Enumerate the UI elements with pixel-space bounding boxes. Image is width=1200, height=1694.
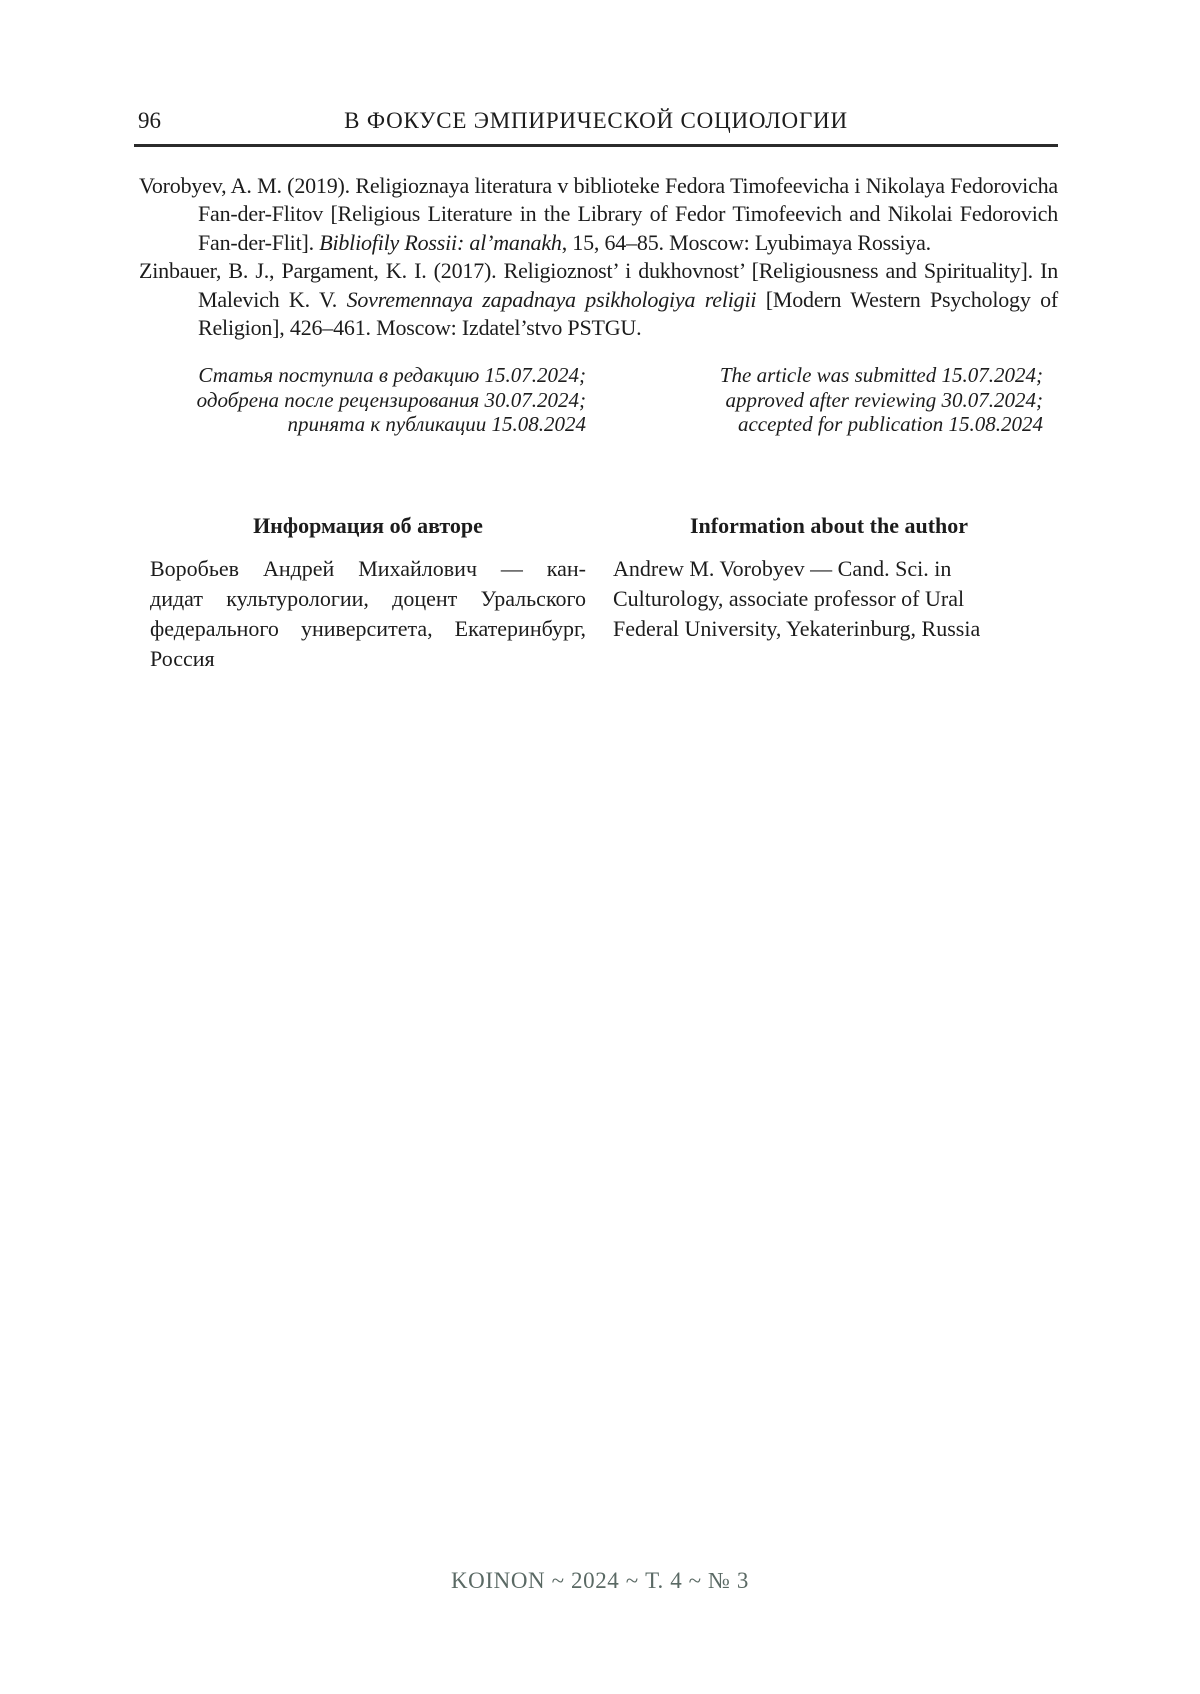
author-bio-line: дидат культурологии, доцент Уральского: [150, 586, 586, 611]
author-bio-ru: [150, 554, 586, 674]
submission-dates-ru: [150, 363, 586, 437]
submission-line: принята к публикации 15.08.2024: [287, 412, 586, 437]
reference-entry: [139, 257, 1058, 342]
submission-line: approved after reviewing 30.07.2024;: [725, 387, 1043, 412]
author-bio-line: федерального университета, Екатеринбург,: [150, 616, 586, 641]
reference-source-title: Sovremennaya zapadnaya psikhologiya religii: [346, 286, 757, 312]
author-bio-en: [613, 554, 1053, 644]
author-bio-line: Federal University, Yekaterinburg, Russia: [613, 616, 981, 641]
author-bio-line: Andrew M. Vorobyev — Cand. Sci. in: [613, 556, 952, 581]
running-head-title: В ФОКУСЕ ЭМПИРИЧЕСКОЙ СОЦИОЛОГИИ: [344, 108, 848, 133]
author-bio-line: Воробьев Андрей Михайлович — кан-: [150, 556, 586, 581]
submission-dates-en: [613, 363, 1043, 437]
author-bio-line: Россия: [150, 646, 215, 671]
reference-text-post: , 15, 64–85. Moscow: Lyubimaya Rossiya.: [561, 229, 931, 255]
reference-text-post: [Modern Western Psychology of Religion], 426–461. Moscow: Izdatel’stvo PSTGU.: [198, 286, 1059, 341]
author-info-heading-en: Information about the author: [689, 513, 969, 538]
journal-footline: [0, 1568, 1200, 1594]
page-number: 96: [138, 108, 161, 133]
journal-footline-text: KOINON ~ 2024 ~ Т. 4 ~ № 3: [450, 1568, 750, 1593]
submission-line: accepted for publication 15.08.2024: [737, 412, 1043, 437]
references-list: [139, 172, 1058, 342]
reference-text-pre: Zinbauer, B. J., Pargament, K. I. (2017). Religioznost’ i dukhovnost’ [Religiousness and Spirituality]. In Malevich K. V.: [139, 258, 1058, 312]
submission-line: одобрена после рецензирования 30.07.2024;: [196, 387, 586, 412]
author-info-heading-ru: Информация об авторе: [253, 513, 483, 538]
reference-source-title: Bibliofily Rossii: al’manakh: [319, 229, 562, 255]
reference-entry: [139, 172, 1058, 257]
reference-text-pre: Vorobyev, A. M. (2019). Religioznaya literatura v biblioteke Fedora Timofeevicha i Nikolaya Fedorovicha Fan-der-Flitov [Religious Literature in the Library of Fedor Timofeevich and Nikolai Fedorovich Fan-der-Flit].: [139, 173, 1058, 255]
submission-line: Статья поступила в редакцию 15.07.2024;: [198, 363, 586, 387]
page-header: [134, 106, 1058, 147]
submission-line: The article was submitted 15.07.2024;: [719, 363, 1043, 387]
author-bio-line: Culturology, associate professor of Ural: [613, 586, 965, 611]
